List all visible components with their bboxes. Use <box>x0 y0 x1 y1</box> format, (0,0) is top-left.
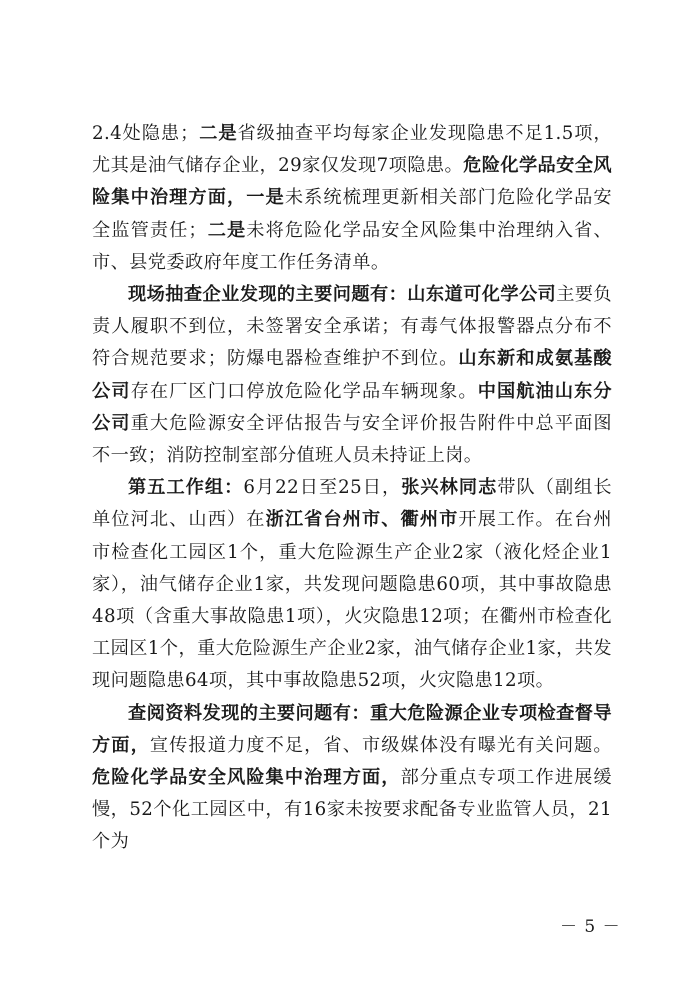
run-bold: 二是 <box>207 219 247 241</box>
run-bold: 危险化学品安全风险集中治理方面，一是 <box>92 155 613 209</box>
run-text: 宣传报道力度不足，省、市级媒体没有曝光有关问题。 <box>149 734 612 756</box>
run-text: 6月22日至25日， <box>243 477 402 499</box>
paragraph-2 <box>92 279 612 472</box>
run-text: 未将危险化学品安全风险集中治理纳入省、市、县党委政府年度工作任务清单。 <box>92 219 612 273</box>
paragraph-3 <box>92 472 612 697</box>
paragraph-1 <box>92 118 612 279</box>
run-bold: 山东新和成氨基酸公司 <box>92 348 613 402</box>
run-text: 省级抽查平均每家企业发现隐患不足1.5项，尤其是油气储存企业，29家仅发现7项隐患。 <box>92 123 612 177</box>
run-bold: 二是 <box>198 123 238 144</box>
run-text: 开展工作。在台州市检查化工园区1个，重大危险源生产企业2家（液化烃企业1家），油气储存企业1家，共发现问题隐患60项，其中事故隐患48项（含重大事故隐患1项），火灾隐患12项；在衢州市检查化工园区1个，重大危险源生产企业2家，油气储存企业1家，共发现问题隐患64项，其中事故隐患52项，火灾隐患12项。 <box>92 509 612 692</box>
run-bold: 浙江省台州市、衢州市 <box>265 509 459 531</box>
run-text: 带队（副组长单位河北、山西）在 <box>92 477 612 531</box>
run-bold: 中国航油山东分公司 <box>92 380 612 434</box>
run-text: 部分重点专项工作进展缓慢，52个化工园区中，有16家未按要求配备专业监管人员，21个为 <box>92 767 612 853</box>
page-number: － 5 － <box>560 917 621 937</box>
run-bold: 危险化学品安全风险集中治理方面， <box>92 767 401 789</box>
document-body <box>92 118 612 859</box>
run-text: 主要负责人履职不到位，未签署安全承诺；有毒气体报警器点分布不符合规范要求；防爆电器检查维护不到位。 <box>92 284 613 370</box>
run-text: 2.4处隐患； <box>92 123 199 144</box>
run-text: 存在厂区门口停放危险化学品车辆现象。 <box>130 380 478 402</box>
run-text: 重大危险源安全评估报告与安全评价报告附件中总平面图不一致；消防控制室部分值班人员未持证上岗。 <box>92 412 612 467</box>
run-bold: 张兴林同志 <box>401 477 498 499</box>
paragraph-4 <box>92 698 612 859</box>
run-text: 未系统梳理更新相关部门危险化学品安全监管责任； <box>92 187 612 241</box>
run-bold: 第五工作组： <box>128 477 244 499</box>
run-bold: 现场抽查企业发现的主要问题有：山东道可化学公司 <box>128 284 557 306</box>
run-bold: 查阅资料发现的主要问题有：重大危险源企业专项检查督导方面， <box>92 702 612 756</box>
